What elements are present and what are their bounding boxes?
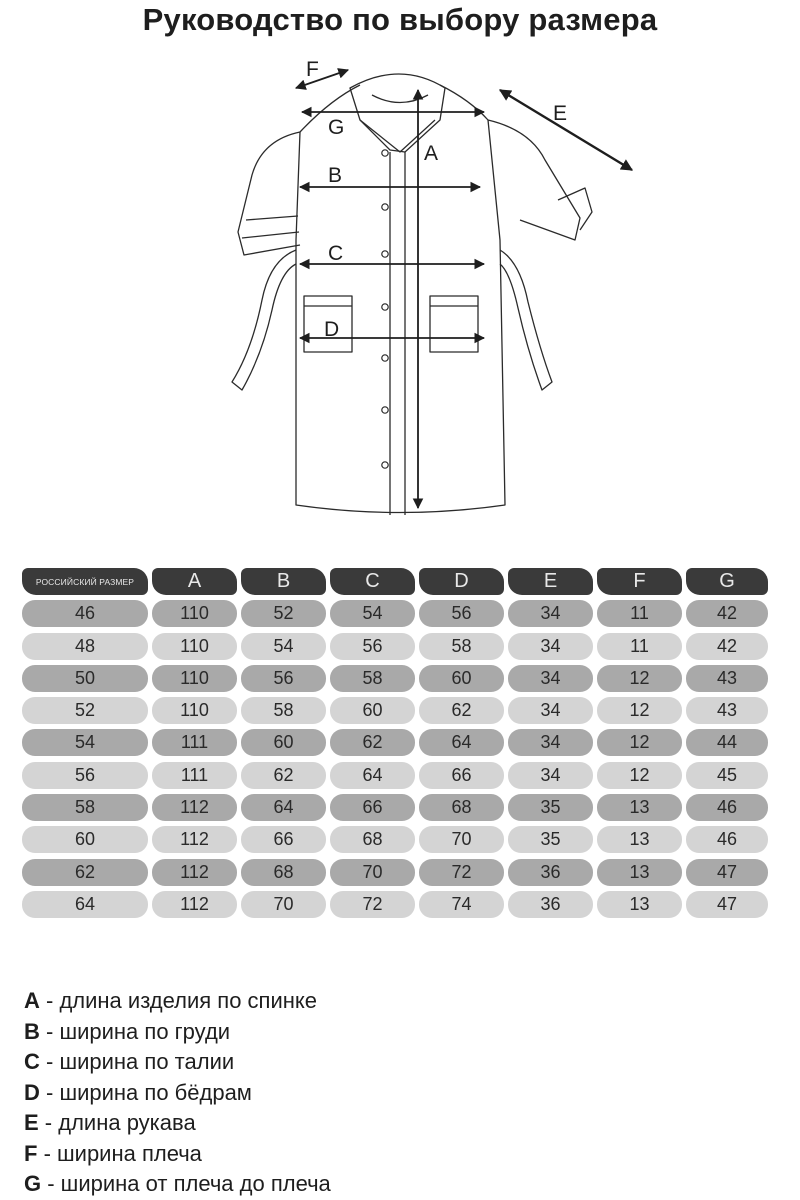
value-cell: 74	[419, 891, 504, 918]
value-cell: 70	[419, 826, 504, 853]
robe-right-sleeve	[488, 120, 580, 240]
value-cell: 111	[152, 729, 237, 756]
size-cell: 54	[22, 729, 148, 756]
robe-right-pocket	[430, 296, 478, 352]
value-cell: 110	[152, 665, 237, 692]
value-cell: 58	[330, 665, 415, 692]
value-cell: 68	[419, 794, 504, 821]
value-cell: 110	[152, 600, 237, 627]
value-cell: 112	[152, 826, 237, 853]
value-cell: 68	[330, 826, 415, 853]
size-cell: 60	[22, 826, 148, 853]
value-cell: 60	[419, 665, 504, 692]
size-cell: 52	[22, 697, 148, 724]
header-d: D	[419, 568, 504, 595]
value-cell: 54	[241, 633, 326, 660]
value-cell: 56	[241, 665, 326, 692]
value-cell: 66	[330, 794, 415, 821]
table-row	[22, 859, 778, 888]
table-body	[22, 600, 778, 920]
value-cell: 110	[152, 633, 237, 660]
label-c: C	[328, 242, 344, 265]
value-cell: 34	[508, 762, 593, 789]
value-cell: 46	[686, 826, 768, 853]
value-cell: 47	[686, 859, 768, 886]
value-cell: 11	[597, 633, 682, 660]
value-cell: 64	[241, 794, 326, 821]
label-g: G	[328, 116, 345, 139]
garment-diagram	[0, 40, 800, 530]
value-cell: 52	[241, 600, 326, 627]
table-row	[22, 665, 778, 694]
value-cell: 34	[508, 729, 593, 756]
page-title: Руководство по выбору размера	[142, 2, 658, 37]
value-cell: 72	[330, 891, 415, 918]
legend-item-b: B - ширина по груди	[24, 1018, 231, 1044]
size-cell: 46	[22, 600, 148, 627]
size-cell: 48	[22, 633, 148, 660]
value-cell: 34	[508, 633, 593, 660]
value-cell: 36	[508, 859, 593, 886]
robe-left-sleeve	[238, 132, 300, 255]
label-e: E	[553, 102, 568, 125]
value-cell: 60	[330, 697, 415, 724]
header-b: B	[241, 568, 326, 595]
legend-item-e: E - длина рукава	[24, 1110, 196, 1135]
value-cell: 68	[241, 859, 326, 886]
value-cell: 62	[330, 729, 415, 756]
label-a: A	[424, 142, 439, 165]
header-g: G	[686, 568, 768, 595]
value-cell: 46	[686, 794, 768, 821]
value-cell: 13	[597, 826, 682, 853]
value-cell: 42	[686, 600, 768, 627]
value-cell: 13	[597, 891, 682, 918]
table-row	[22, 633, 778, 662]
robe-illustration	[0, 40, 800, 530]
label-d: D	[324, 318, 340, 341]
table-row	[22, 729, 778, 758]
value-cell: 13	[597, 794, 682, 821]
legend-item-f: F - ширина плеча	[24, 1140, 202, 1166]
value-cell: 54	[330, 600, 415, 627]
value-cell: 34	[508, 600, 593, 627]
size-cell: 56	[22, 762, 148, 789]
value-cell: 66	[419, 762, 504, 789]
value-cell: 35	[508, 794, 593, 821]
value-cell: 44	[686, 729, 768, 756]
value-cell: 58	[241, 697, 326, 724]
table-row	[22, 891, 778, 920]
value-cell: 43	[686, 697, 768, 724]
robe-belt	[232, 250, 296, 390]
value-cell: 13	[597, 859, 682, 886]
measurement-legend	[24, 986, 784, 1200]
size-cell: 62	[22, 859, 148, 886]
value-cell: 72	[419, 859, 504, 886]
size-cell: 64	[22, 891, 148, 918]
value-cell: 64	[330, 762, 415, 789]
value-cell: 60	[241, 729, 326, 756]
value-cell: 12	[597, 665, 682, 692]
legend-item-d: D - ширина по бёдрам	[24, 1079, 252, 1105]
value-cell: 45	[686, 762, 768, 789]
table-row	[22, 762, 778, 791]
value-cell: 36	[508, 891, 593, 918]
value-cell: 70	[330, 859, 415, 886]
robe-buttons	[382, 150, 388, 468]
label-b: B	[328, 164, 343, 187]
header-c: C	[330, 568, 415, 595]
value-cell: 112	[152, 891, 237, 918]
header-russian-size: РОССИЙСКИЙ РАЗМЕР	[22, 568, 148, 595]
header-e: E	[508, 568, 593, 595]
robe-collar	[350, 74, 445, 152]
value-cell: 12	[597, 729, 682, 756]
table-header-row	[22, 568, 778, 597]
legend-item-c: C - ширина по талии	[24, 1049, 235, 1074]
value-cell: 62	[419, 697, 504, 724]
label-f: F	[306, 58, 319, 81]
value-cell: 112	[152, 794, 237, 821]
legend-item-a: A - длина изделия по спинке	[24, 988, 318, 1013]
measure-arrow-f	[296, 70, 348, 88]
value-cell: 56	[419, 600, 504, 627]
value-cell: 110	[152, 697, 237, 724]
value-cell: 35	[508, 826, 593, 853]
value-cell: 56	[330, 633, 415, 660]
value-cell: 58	[419, 633, 504, 660]
value-cell: 66	[241, 826, 326, 853]
value-cell: 43	[686, 665, 768, 692]
size-cell: 50	[22, 665, 148, 692]
value-cell: 62	[241, 762, 326, 789]
size-table	[22, 568, 778, 923]
table-row	[22, 826, 778, 855]
table-row	[22, 600, 778, 629]
size-cell: 58	[22, 794, 148, 821]
legend-item-g: G - ширина от плеча до плеча	[24, 1171, 331, 1196]
value-cell: 111	[152, 762, 237, 789]
value-cell: 12	[597, 762, 682, 789]
value-cell: 42	[686, 633, 768, 660]
value-cell: 112	[152, 859, 237, 886]
header-f: F	[597, 568, 682, 595]
value-cell: 64	[419, 729, 504, 756]
value-cell: 34	[508, 665, 593, 692]
value-cell: 47	[686, 891, 768, 918]
value-cell: 11	[597, 600, 682, 627]
value-cell: 70	[241, 891, 326, 918]
value-cell: 12	[597, 697, 682, 724]
table-row	[22, 794, 778, 823]
header-a: A	[152, 568, 237, 595]
table-row	[22, 697, 778, 726]
value-cell: 34	[508, 697, 593, 724]
